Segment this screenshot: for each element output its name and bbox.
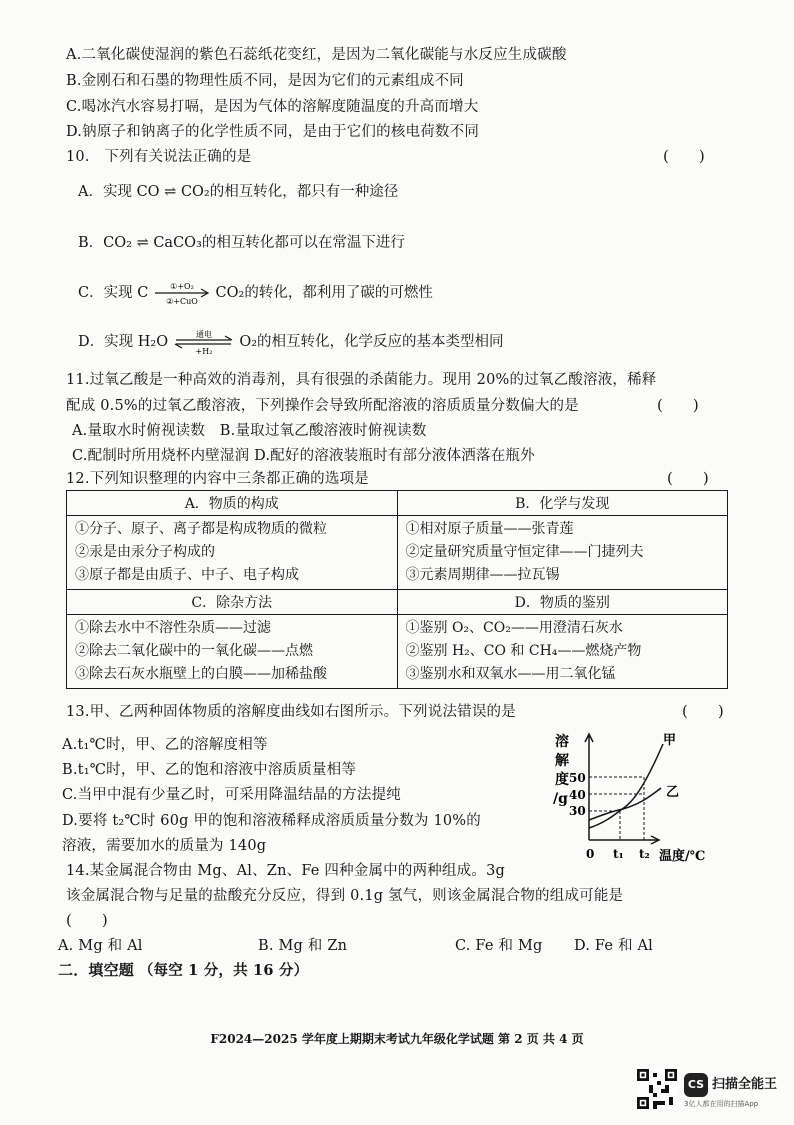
q14-line1: 14.某金属混合物由 Mg、Al、Zn、Fe 四种金属中的两种组成。3g (66, 863, 505, 879)
table-head-c: C．除杂方法 (67, 590, 398, 615)
table-head-d: D．物质的鉴别 (397, 590, 728, 615)
tick-40: 40 (569, 788, 586, 802)
qr-code-icon (637, 1069, 677, 1109)
ylabel-3: 度 (555, 772, 569, 788)
section2-heading (58, 959, 308, 980)
q10-d-reversible-arrow (173, 328, 235, 356)
q9-option-b: B.金刚石和石墨的物理性质不同，是因为它们的元素组成不同 (66, 73, 464, 89)
table-head-b: B．化学与发现 (397, 491, 728, 516)
q9-option-a: A.二氧化碳使湿润的紫色石蕊纸花变红，是因为二氧化碳能与水反应生成碳酸 (66, 47, 567, 63)
q13-option-d-line2: 溶液，需要加水的质量为 140g (62, 838, 267, 854)
solubility-curve-figure (545, 728, 735, 868)
camscanner-logo-icon: CS (684, 1073, 708, 1097)
q10-c-above: ①+O₂ (170, 282, 194, 291)
scanner-app-name: 扫描全能王 (712, 1077, 778, 1092)
q10-a-arrow: ⇌ (164, 184, 177, 200)
table-c-row: ①除去水中不溶性杂质——过滤 (75, 620, 271, 636)
table-a-row: ①分子、原子、离子都是构成物质的微粒 (75, 521, 327, 537)
q10-d-below: +H₂ (195, 347, 213, 356)
q10-c-post: CO₂的转化，都利用了碳的可燃性 (215, 285, 433, 301)
q14-option-b: B. Mg 和 Zn (258, 938, 348, 954)
table-b-row: ③元素周期律——拉瓦锡 (405, 567, 560, 583)
tick-t2: t₂ (639, 847, 650, 861)
ylabel-2: 解 (555, 753, 569, 769)
q14-line2: 该金属混合物与足量的盐酸充分反应，得到 0.1g 氢气，则该金属混合物的组成可能是 (66, 888, 624, 904)
curve-yi (589, 788, 661, 820)
q10-d-pre: D．实现 H₂O (78, 334, 169, 350)
table-cell-c (67, 615, 398, 689)
curve-yi-label: 乙 (666, 785, 680, 800)
tick-30: 30 (569, 804, 586, 818)
tick-50: 50 (569, 771, 586, 785)
q10-a-post: CO₂的相互转化，都只有一种途径 (180, 184, 399, 200)
q10-c-reaction-arrow (153, 280, 211, 306)
q11-line3: A.量取水时俯视读数 B.量取过氧乙酸溶液时俯视读数 (72, 423, 427, 439)
table-d-row: ②鉴别 H₂、CO 和 CH₄——燃烧产物 (405, 643, 642, 659)
table-a-row: ②汞是由汞分子构成的 (75, 544, 215, 560)
q13-stem: 13.甲、乙两种固体物质的溶解度曲线如右图所示。下列说法错误的是 (66, 704, 516, 720)
table-cell-b (397, 516, 728, 590)
table-d-row: ③鉴别水和双氧水——用二氧化锰 (405, 666, 616, 682)
q10-option-b (78, 231, 405, 252)
table-a-row: ③原子都是由质子、中子、电子构成 (75, 567, 299, 583)
q13-option-a: A.t₁℃时，甲、乙的溶解度相等 (62, 737, 268, 753)
q13-option-c: C.当甲中混有少量乙时，可采用降温结晶的方法提纯 (62, 787, 401, 803)
page-footer: F2024—2025 学年度上期期末考试九年级化学试题 第 2 页 共 4 页 (210, 1032, 584, 1046)
q14-answer-bracket: ( ) (66, 911, 108, 929)
table-b-row: ②定量研究质量守恒定律——门捷列夫 (405, 544, 644, 560)
q11-line4: C.配制时所用烧杯内壁湿润 D.配好的溶液装瓶时有部分液体洒落在瓶外 (72, 448, 535, 464)
q11-line2: 配成 0.5%的过氧乙酸溶液，下列操作会导致所配溶液的溶质质量分数偏大的是 (66, 398, 579, 414)
table-head-a: A．物质的构成 (67, 491, 398, 516)
q10-answer-bracket: ( ) (663, 147, 705, 165)
table-cell-a (67, 516, 398, 590)
q14-option-a: A. Mg 和 Al (58, 938, 143, 954)
q10-option-d (78, 328, 504, 356)
q9-option-d: D.钠原子和钠离子的化学性质不同，是由于它们的核电荷数不同 (66, 124, 480, 140)
ylabel-1: 溶 (555, 734, 569, 750)
q10-c-below: ②+CuO (166, 297, 198, 306)
q10-b-pre: B．CO₂ (78, 235, 132, 251)
section2-note: （每空 1 分，共 16 分） (138, 962, 309, 979)
tick-t1: t₁ (613, 847, 624, 861)
xlabel: 温度/℃ (659, 849, 706, 864)
q10-b-post: CaCO₃的相互转化都可以在常温下进行 (153, 235, 405, 251)
section2-title: 二．填空题 (58, 961, 135, 979)
q12-answer-bracket: ( ) (667, 469, 709, 487)
ylabel-4: /g (553, 791, 568, 807)
table-c-row: ③除去石灰水瓶壁上的白膜——加稀盐酸 (75, 666, 327, 682)
table-d-row: ①鉴别 O₂、CO₂——用澄清石灰水 (405, 620, 623, 636)
table-b-row: ①相对原子质量——张青莲 (405, 521, 574, 537)
scanner-tagline: 3亿人都在用的扫描App (684, 1100, 759, 1108)
q12-stem: 12.下列知识整理的内容中三条都正确的选项是 (66, 471, 369, 487)
q9-option-c: C.喝冰汽水容易打嗝，是因为气体的溶解度随温度的升高而增大 (66, 99, 479, 115)
q14-option-d: D. Fe 和 Al (574, 938, 654, 954)
q10-a-pre: A．实现 CO (78, 184, 160, 200)
q11-answer-bracket: ( ) (657, 396, 699, 414)
q12-knowledge-table (66, 490, 728, 689)
q14-option-c: C. Fe 和 Mg (455, 938, 543, 954)
table-c-row: ②除去二氧化碳中的一氧化碳——点燃 (75, 643, 313, 659)
q10-option-c (78, 280, 433, 306)
origin-label: 0 (586, 847, 595, 861)
q11-line1: 11.过氧乙酸是一种高效的消毒剂，具有很强的杀菌能力。现用 20%的过氧乙酸溶液，稀释 (66, 372, 657, 388)
q13-option-b: B.t₁℃时，甲、乙的饱和溶液中溶质质量相等 (62, 762, 357, 778)
q13-option-d-line1: D.要将 t₂℃时 60g 甲的饱和溶液稀释成溶质质量分数为 10%的 (62, 813, 481, 829)
curve-jia-label: 甲 (663, 733, 677, 748)
q10-d-post: O₂的相互转化，化学反应的基本类型相同 (239, 334, 504, 350)
table-cell-d (397, 615, 728, 689)
q10-c-pre: C．实现 C (78, 285, 149, 301)
q13-answer-bracket: ( ) (682, 702, 724, 720)
q10-b-arrow: ⇌ (136, 235, 149, 251)
q10-option-a (78, 180, 398, 201)
q10-stem: 10. 下列有关说法正确的是 (66, 149, 252, 165)
q10-d-above: 通电 (195, 330, 212, 339)
